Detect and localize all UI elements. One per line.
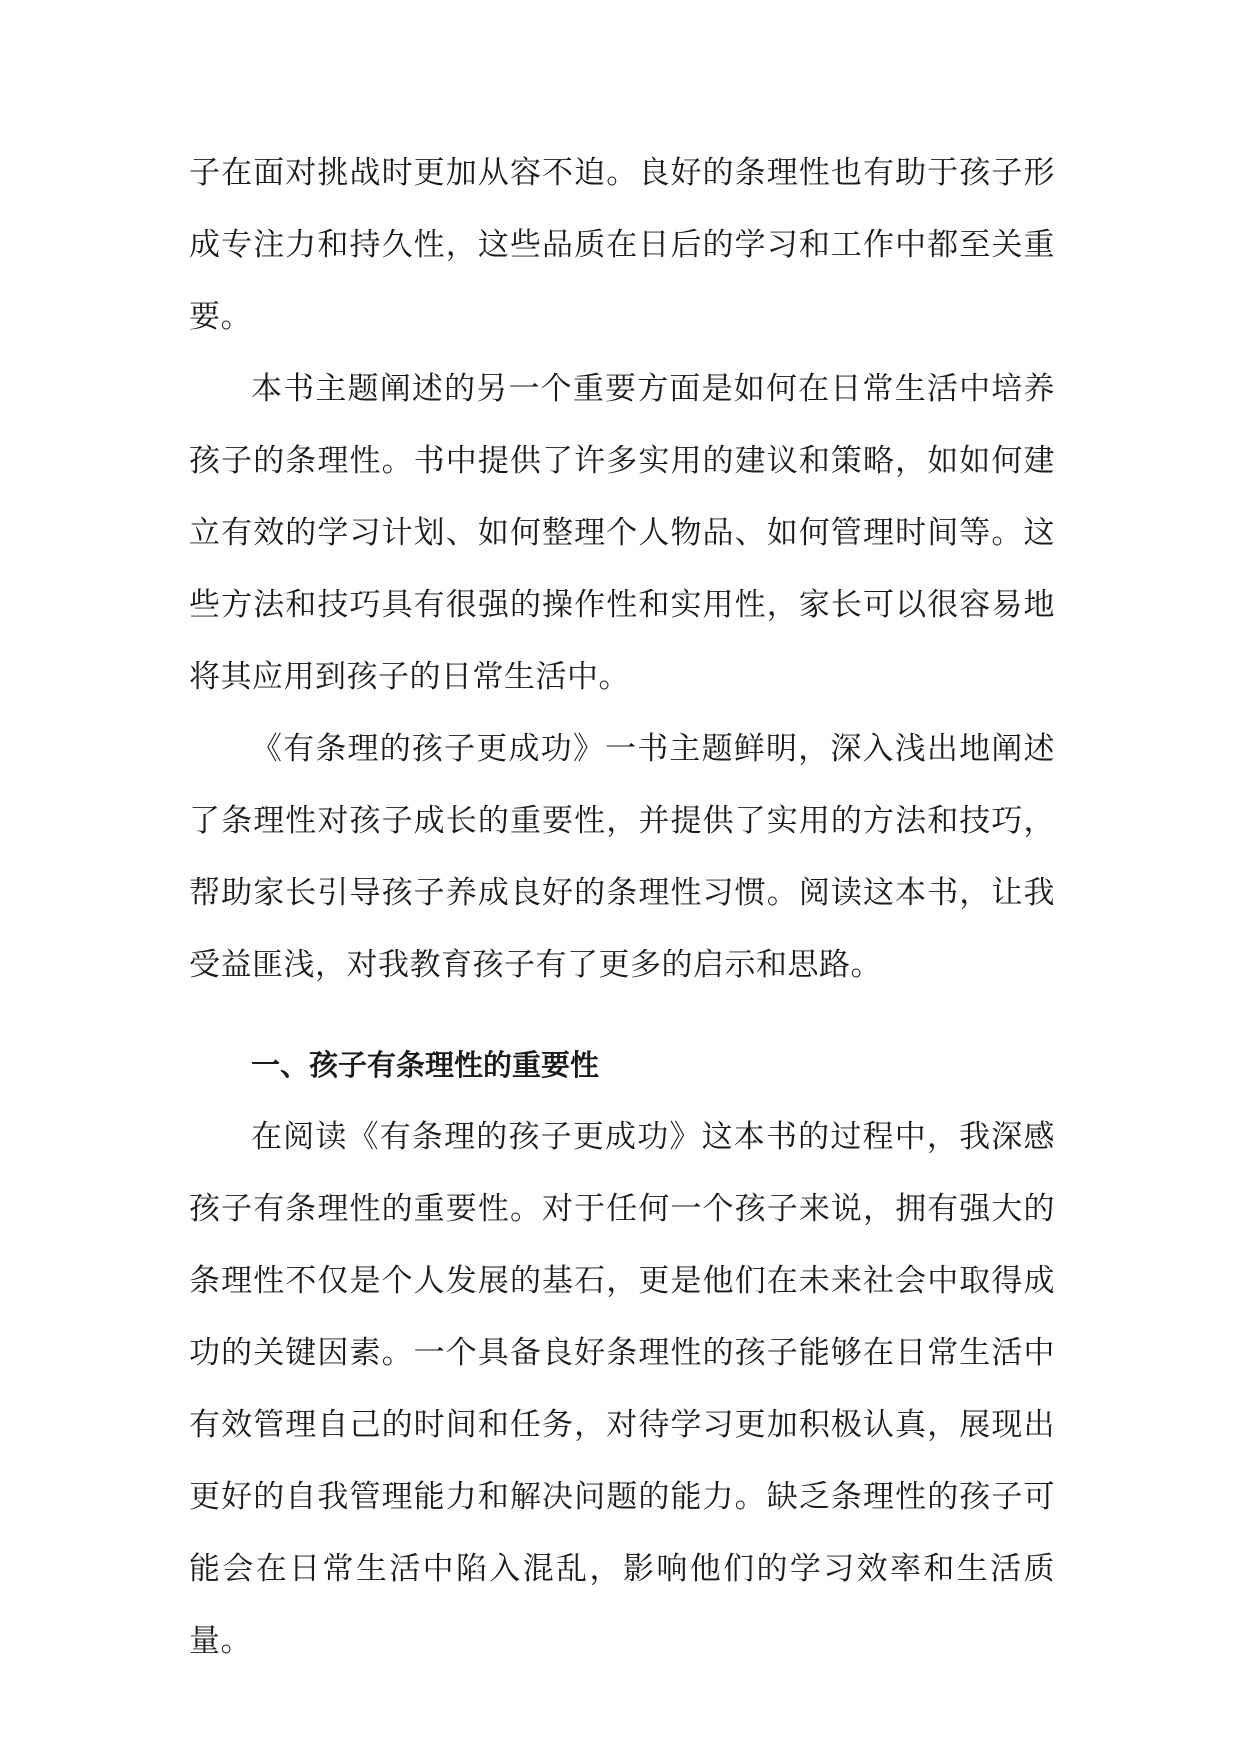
paragraph-continuation: 子在面对挑战时更加从容不迫。良好的条理性也有助于孩子形成专注力和持久性，这些品质在日后的学习和工作中都至关重要。 (189, 155, 1055, 335)
paragraph-importance: 在阅读《有条理的孩子更成功》这本书的过程中，我深感孩子有条理性的重要性。对于任何一个孩子来说，拥有强大的条理性不仅是个人发展的基石，更是他们在未来社会中取得成功的关键因素。一个具备良好条理性的孩子能够在日常生活中有效管理自己的时间和任务，对待学习更加积极认真，展现出更好的自我管理能力和解决问题的能力。缺乏条理性的孩子可能会在日常生活中陷入混乱，影响他们的学习效率和生活质量。 (189, 1119, 1055, 1659)
document-body (189, 137, 1055, 1677)
paragraph-cultivation: 本书主题阐述的另一个重要方面是如何在日常生活中培养孩子的条理性。书中提供了许多实用的建议和策略，如如何建立有效的学习计划、如何整理个人物品、如何管理时间等。这些方法和技巧具有很强的操作性和实用性，家长可以很容易地将其应用到孩子的日常生活中。 (189, 371, 1055, 695)
section-heading: 一、孩子有条理性的重要性 (251, 1048, 600, 1082)
paragraph-book-summary: 《有条理的孩子更成功》一书主题鲜明，深入浅出地阐述了条理性对孩子成长的重要性，并提供了实用的方法和技巧，帮助家长引导孩子养成良好的条理性习惯。阅读这本书，让我受益匪浅，对我教育孩子有了更多的启示和思路。 (189, 731, 1055, 983)
